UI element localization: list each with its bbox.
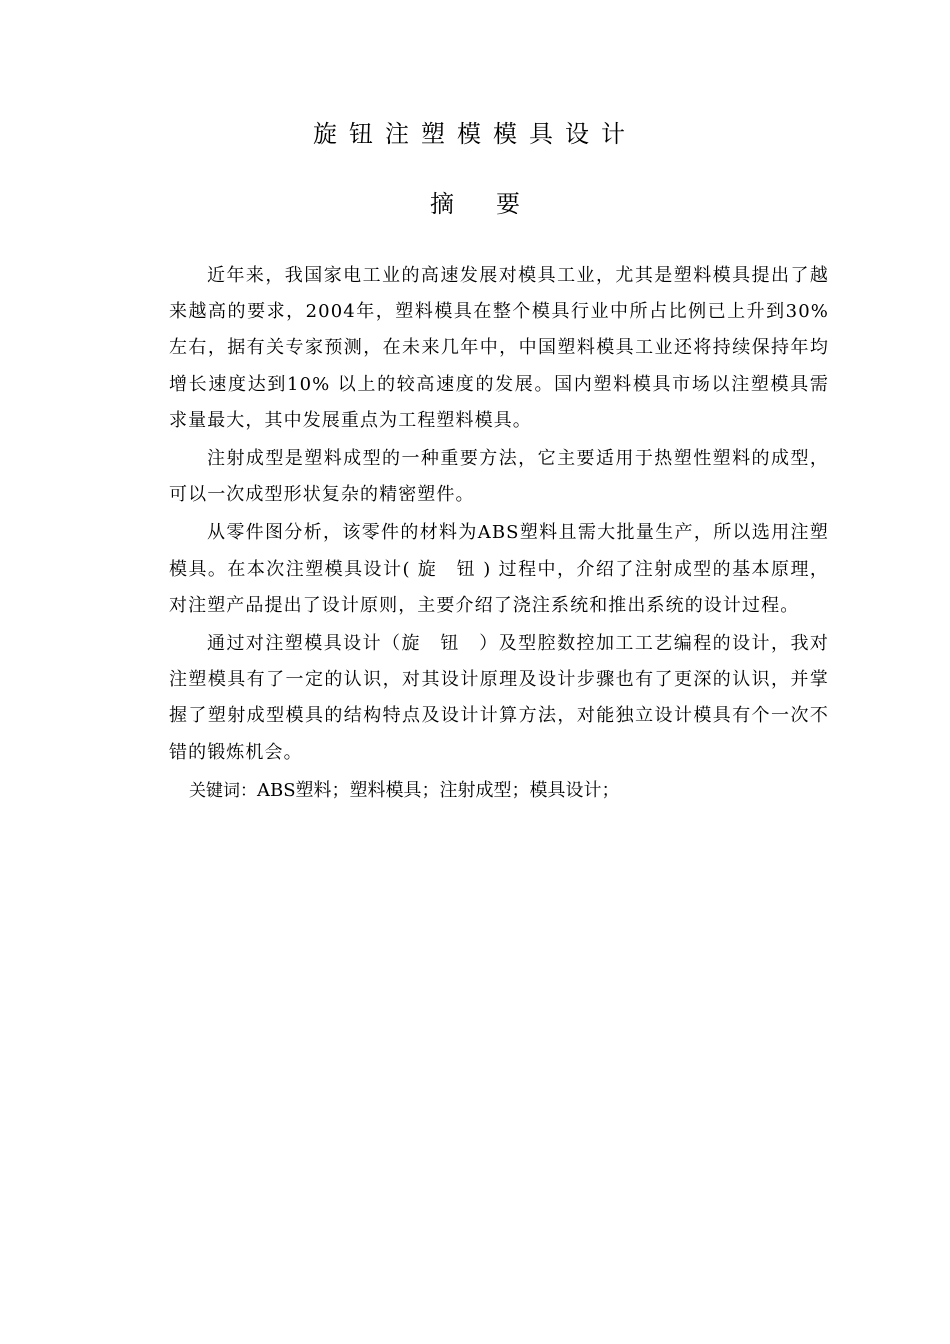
abstract-paragraph-4: 通过对注塑模具设计（旋 钮 ）及型腔数控加工工艺编程的设计，我对注塑模具有了一定的认识，对其设计原理及设计步骤也有了更深的认识，并掌握了塑射成型模具的结构特点及设计计算方法，对能独立设计模具有个一次不错的锻炼机会。 (169, 633, 829, 763)
abstract-body (169, 258, 829, 809)
keywords-text: ABS塑料；塑料模具；注射成型；模具设计； (257, 779, 620, 801)
abstract-paragraph-2: 注射成型是塑料成型的一种重要方法，它主要适用于热塑性塑料的成型，可以一次成型形状复杂的精密塑件。 (169, 448, 829, 506)
document-title: 旋钮注塑模模具设计 (313, 120, 637, 148)
abstract-paragraph-3: 从零件图分析，该零件的材料为ABS塑料且需大批量生产，所以选用注塑模具。在本次注塑模具设计( 旋 钮 ) 过程中，介绍了注射成型的基本原理，对注塑产品提出了设计原则，主要介绍了浇注系统和推出系统的设计过程。 (169, 522, 829, 616)
abstract-paragraph-1: 近年来，我国家电工业的高速发展对模具工业，尤其是塑料模具提出了越来越高的要求，2004年，塑料模具在整个模具行业中所占比例已上升到30% 左右，据有关专家预测，在未来几年中，中国塑料模具工业还将持续保持年均增长速度达到10% 以上的较高速度的发展。国内塑料模具市场以注塑模具需求量最大，其中发展重点为工程塑料模具。 (169, 265, 829, 431)
keywords-label: 关键词： (189, 780, 257, 801)
keywords-line (169, 773, 829, 809)
abstract-heading (0, 186, 950, 222)
abstract-heading-char-2: 要 (496, 190, 520, 218)
abstract-heading-char-1: 摘 (430, 190, 454, 218)
